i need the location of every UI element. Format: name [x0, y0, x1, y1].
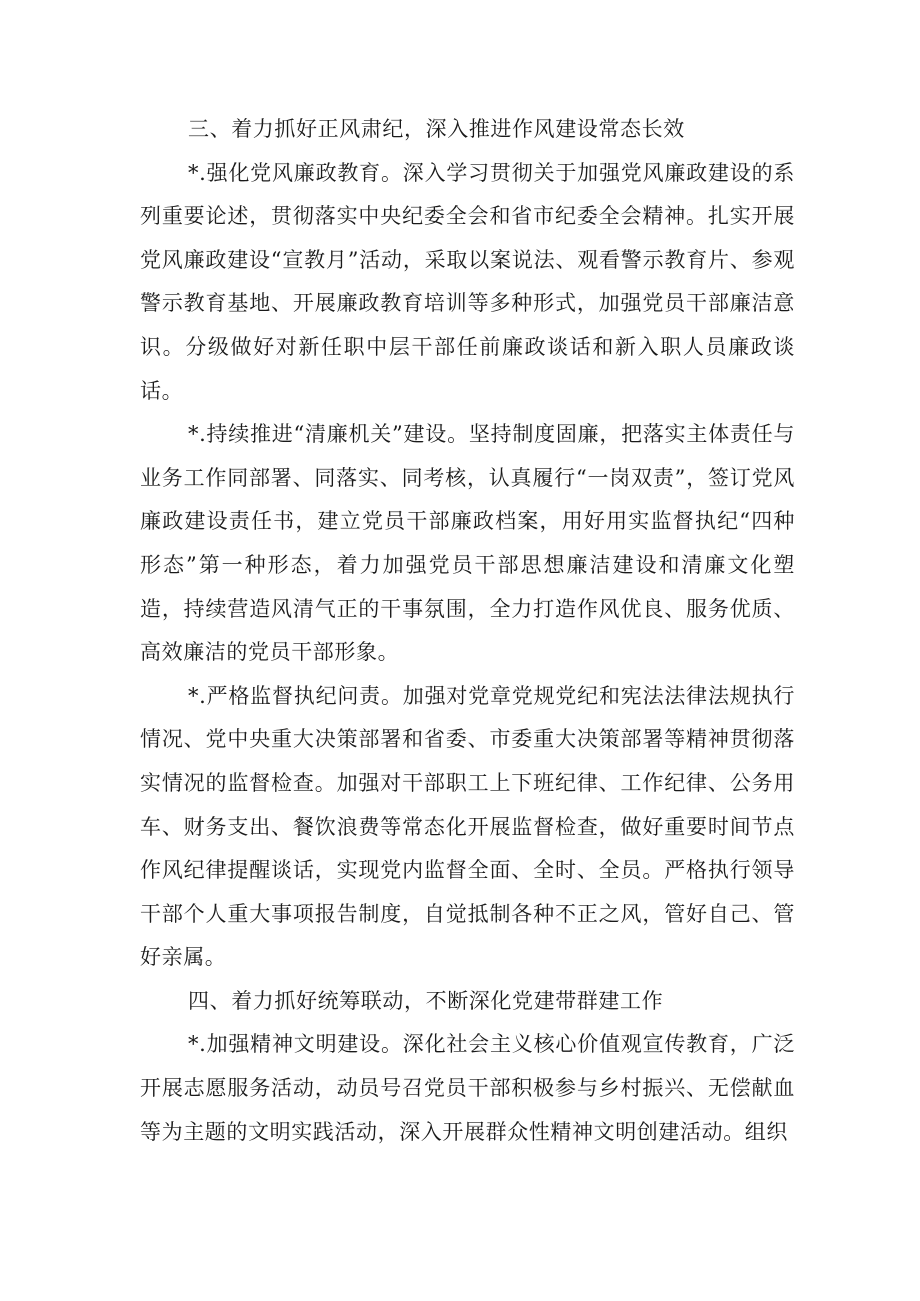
paragraph-text: 深入学习贯彻关于加强党风廉政建设的系列重要论述，贯彻落实中央纪委全会和省市纪委全会精神。扎实开展党风廉政建设“宣教月”活动，采取以案说法、观看警示教育片、参观警示教育基地、开展廉政教育培训等多种形式，加强党员干部廉洁意识。分级做好对新任职中层干部任前廉政谈话和新入职人员廉政谈话。 — [140, 160, 795, 403]
paragraph-lead: *.持续推进“清廉机关”建设。 — [188, 422, 469, 447]
section-four-heading: 四、着力抓好统筹联动，不断深化党建带群建工作 — [188, 988, 664, 1013]
paragraph-clean-organs-building — [140, 413, 795, 675]
paragraph-text: 坚持制度固廉，把落实主体责任与业务工作同部署、同落实、同考核，认真履行“一岗双责”，签订党风廉政建设责任书，建立党员干部廉政档案，用好用实监督执纪“四种形态”第一种形态，着力加强党员干部思想廉洁建设和清廉文化塑造，持续营造风清气正的干事氛围，全力打造作风优良、服务优质、高效廉洁的党员干部形象。 — [140, 422, 795, 665]
paragraph-supervision-accountability — [140, 675, 795, 980]
paragraph-spiritual-civilization — [140, 1023, 795, 1154]
paragraph-lead: *.强化党风廉政教育。 — [188, 160, 403, 185]
paragraph-text: 加强对党章党规党纪和宪法法律法规执行情况、党中央重大决策部署和省委、市委重大决策部署等精神贯彻落实情况的监督检查。加强对干部职工上下班纪律、工作纪律、公务用车、财务支出、餐饮浪费等常态化开展监督检查，做好重要时间节点作风纪律提醒谈话，实现党内监督全面、全时、全员。严格执行领导干部个人重大事项报告制度，自觉抵制各种不正之风，管好自己、管好亲属。 — [140, 683, 795, 970]
document-body — [140, 108, 795, 1154]
section-three-heading: 三、着力抓好正风肃纪，深入推进作风建设常态长效 — [188, 117, 685, 141]
paragraph-lead: *.加强精神文明建设。 — [188, 1032, 403, 1057]
paragraph-party-integrity-education — [140, 152, 795, 414]
paragraph-lead: *.严格监督执纪问责。 — [188, 683, 403, 708]
paragraph-text: 深化社会主义核心价值观宣传教育，广泛开展志愿服务活动，动员号召党员干部积极参与乡村振兴、无偿献血等为主题的文明实践活动，深入开展群众性精神文明创建活动。组织 — [140, 1032, 795, 1144]
